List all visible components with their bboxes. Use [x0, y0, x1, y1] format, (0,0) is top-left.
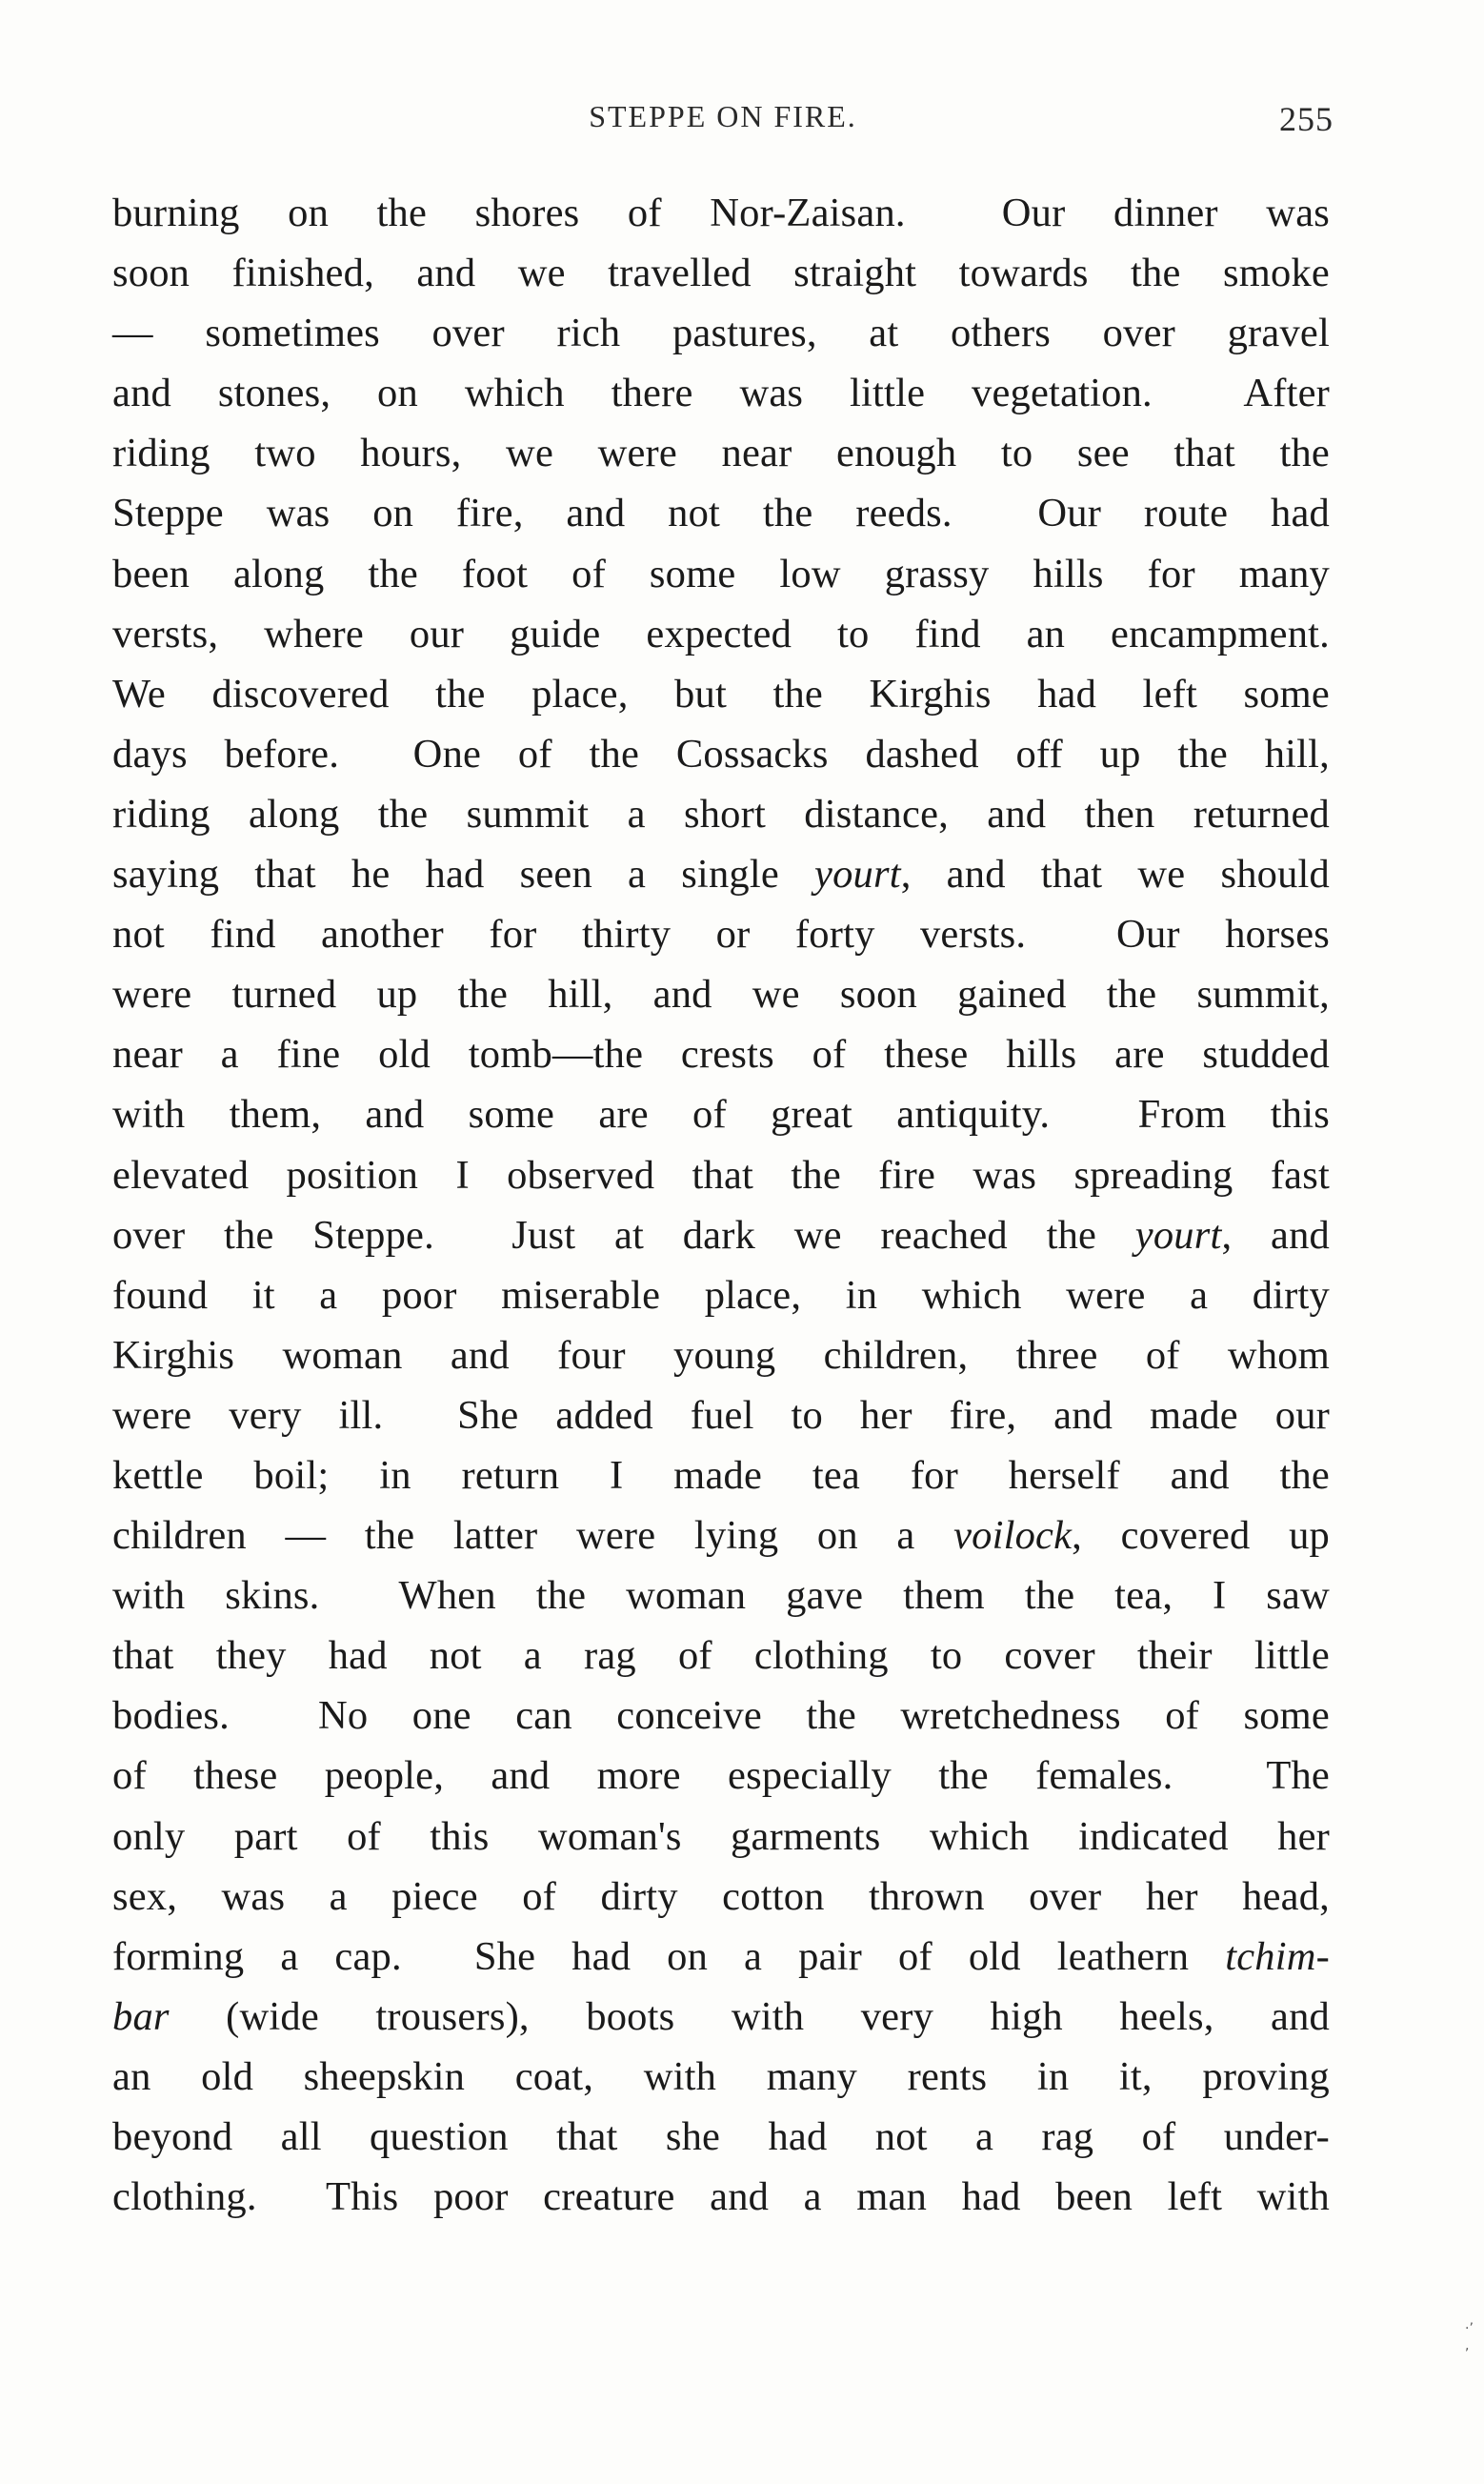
page-number: 255 — [1279, 100, 1334, 138]
text-segment: — sometimes over rich pastures, at others over gravel — [112, 311, 1330, 356]
text-line — [112, 2107, 1330, 2167]
text-line — [112, 1565, 1330, 1626]
text-segment: were turned up the hill, and we soon gained the summit, — [112, 972, 1330, 1018]
text-segment: burning on the shores of Nor-Zaisan. Our dinner was — [112, 191, 1330, 235]
text-segment: riding two hours, we were near enough to see that the — [112, 431, 1330, 476]
text-segment: Steppe was on fire, and not the reeds. Our route had — [112, 491, 1330, 536]
text-segment: over the Steppe. Just at dark we reached the — [112, 1212, 1135, 1258]
text-line — [112, 1325, 1330, 1385]
italic-term: tchim- — [1225, 1933, 1330, 1979]
text-segment: and stones, on which there was little vegetation. After — [112, 371, 1330, 416]
text-line — [112, 1927, 1330, 1987]
text-line — [112, 724, 1330, 784]
text-segment: an old sheepskin coat, with many rents in it, proving — [112, 2053, 1330, 2099]
text-segment: with them, and some are of great antiquity. From this — [112, 1092, 1330, 1138]
text-line — [112, 1867, 1330, 1927]
text-line — [112, 1205, 1330, 1265]
text-segment: of these people, and more especially the females. The — [112, 1753, 1330, 1799]
body-text — [112, 183, 1330, 2227]
text-segment: not find another for thirty or forty versts. Our horses — [112, 912, 1330, 958]
text-line — [112, 303, 1330, 363]
text-line — [112, 844, 1330, 904]
text-line — [112, 1084, 1330, 1144]
text-line — [112, 243, 1330, 303]
text-line — [112, 1024, 1330, 1084]
text-line — [112, 2167, 1330, 2227]
text-segment: (wide trousers), boots with very high heels, and — [169, 1993, 1330, 2039]
text-segment: beyond all question that she had not a rag of under- — [112, 2114, 1330, 2159]
text-line — [112, 1686, 1330, 1746]
text-line — [112, 1385, 1330, 1445]
text-segment: sex, was a piece of dirty cotton thrown over her head, — [112, 1873, 1330, 1919]
text-segment: elevated position I observed that the fire was spreading fast — [112, 1152, 1330, 1198]
text-line — [112, 544, 1330, 604]
text-line — [112, 1807, 1330, 1867]
text-segment: , and — [1221, 1212, 1330, 1258]
text-line — [112, 1445, 1330, 1505]
text-segment: clothing. This poor creature and a man had been left with — [112, 2174, 1330, 2220]
text-line — [112, 1987, 1330, 2047]
text-line — [112, 664, 1330, 724]
italic-term: bar — [112, 1993, 170, 2039]
text-segment: soon finished, and we travelled straight towards the smoke — [112, 251, 1330, 296]
text-segment: versts, where our guide expected to find an encampment. — [112, 611, 1330, 656]
text-segment: forming a cap. She had on a pair of old leathern — [112, 1933, 1226, 1979]
text-segment: found it a poor miserable place, in which were a dirty — [112, 1272, 1330, 1318]
text-segment: kettle boil; in return I made tea for herself and the — [112, 1452, 1330, 1498]
text-line — [112, 183, 1330, 243]
text-segment: , and that we should — [900, 852, 1331, 898]
text-segment: riding along the summit a short distance, and then returned — [112, 791, 1330, 837]
text-line — [112, 2047, 1330, 2107]
text-line — [112, 363, 1330, 423]
text-line — [112, 904, 1330, 964]
text-segment: children — the latter were lying on a — [112, 1513, 954, 1559]
text-segment: been along the foot of some low grassy hills for many — [112, 551, 1330, 596]
text-line — [112, 423, 1330, 483]
text-segment: with skins. When the woman gave them the tea, I saw — [112, 1573, 1330, 1619]
running-title: STEPPE ON FIRE. — [589, 99, 857, 133]
text-line — [112, 1746, 1330, 1806]
text-segment: days before. One of the Cossacks dashed off up the hill, — [112, 731, 1330, 777]
italic-term: yourt — [814, 852, 901, 898]
scan-edge-marks: ·’ , — [1465, 2321, 1474, 2353]
text-segment: that they had not a rag of clothing to cover their little — [112, 1633, 1330, 1679]
text-line — [112, 964, 1330, 1024]
text-segment: were very ill. She added fuel to her fire, and made our — [112, 1392, 1330, 1438]
text-segment: only part of this woman's garments which indicated her — [112, 1813, 1330, 1859]
text-line — [112, 1145, 1330, 1205]
text-line — [112, 1265, 1330, 1325]
text-segment: , covered up — [1072, 1513, 1330, 1559]
text-segment: bodies. No one can conceive the wretchedness of some — [112, 1693, 1330, 1739]
text-line — [112, 784, 1330, 844]
text-line — [112, 1505, 1330, 1565]
text-segment: Kirghis woman and four young children, three of whom — [112, 1332, 1330, 1378]
running-head — [112, 99, 1334, 147]
text-line — [112, 483, 1330, 543]
italic-term: voilock — [953, 1513, 1073, 1559]
text-segment: saying that he had seen a single — [112, 852, 815, 898]
text-line — [112, 604, 1330, 664]
text-line — [112, 1626, 1330, 1686]
text-segment: We discovered the place, but the Kirghis had left some — [112, 671, 1330, 717]
text-segment: near a fine old tomb—the crests of these hills are studded — [112, 1032, 1330, 1078]
italic-term: yourt — [1134, 1212, 1222, 1258]
